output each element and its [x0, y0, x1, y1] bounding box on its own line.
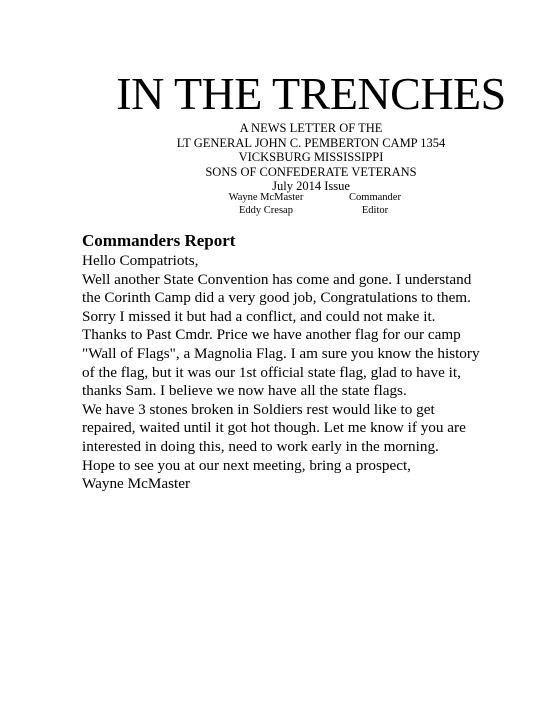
masthead-line-issue-date: July 2014 Issue: [272, 179, 350, 193]
report-line: of the flag, but it was our 1st official state flag, glad to have it,: [82, 363, 461, 381]
staff-name-commander: Wayne McMaster: [228, 192, 304, 203]
report-signature: Wayne McMaster: [82, 475, 191, 493]
report-line: the Corinth Camp did a very good job, Congratulations to them.: [82, 289, 471, 307]
staff-role-editor: Editor: [361, 204, 389, 216]
commanders-report-section: [82, 231, 522, 494]
report-line: We have 3 stones broken in Soldiers rest would like to get: [82, 400, 435, 418]
report-line: Well another State Convention has come and gone. I understand: [82, 270, 472, 288]
report-line: thanks Sam. I believe we now have all the state flags.: [82, 382, 407, 400]
report-line: repaired, waited until it got hot though. Let me know if you are: [82, 419, 466, 437]
masthead-subtitle: [0, 121, 560, 194]
masthead-line-newsletter-of: A NEWS LETTER OF THE: [239, 121, 383, 135]
report-line: "Wall of Flags", a Magnolia Flag. I am sure you know the history: [82, 344, 480, 362]
report-line: Thanks to Past Cmdr. Price we have another flag for our camp: [82, 326, 461, 344]
staff-name-editor: Eddy Cresap: [239, 204, 293, 216]
staff-roles-column: [330, 192, 420, 217]
newsletter-title: IN THE TRENCHES: [116, 68, 506, 119]
report-line: interested in doing this, need to work early in the morning.: [82, 437, 439, 455]
report-heading: Commanders Report: [82, 231, 236, 250]
report-line: Sorry I missed it but had a conflict, and could not make it.: [82, 307, 436, 325]
staff-role-commander: Commander: [349, 192, 401, 203]
report-line: Hello Compatriots,: [82, 252, 199, 269]
masthead-line-location: VICKSBURG MISSISSIPPI: [238, 150, 384, 164]
report-line: Hope to see you at our next meeting, bring a prospect,: [82, 456, 411, 474]
masthead-line-organization: SONS OF CONFEDERATE VETERANS: [205, 164, 417, 179]
staff-names-column: [206, 192, 326, 217]
report-body: [82, 252, 522, 494]
masthead-line-camp-name: LT GENERAL JOHN C. PEMBERTON CAMP 1354: [176, 135, 446, 150]
